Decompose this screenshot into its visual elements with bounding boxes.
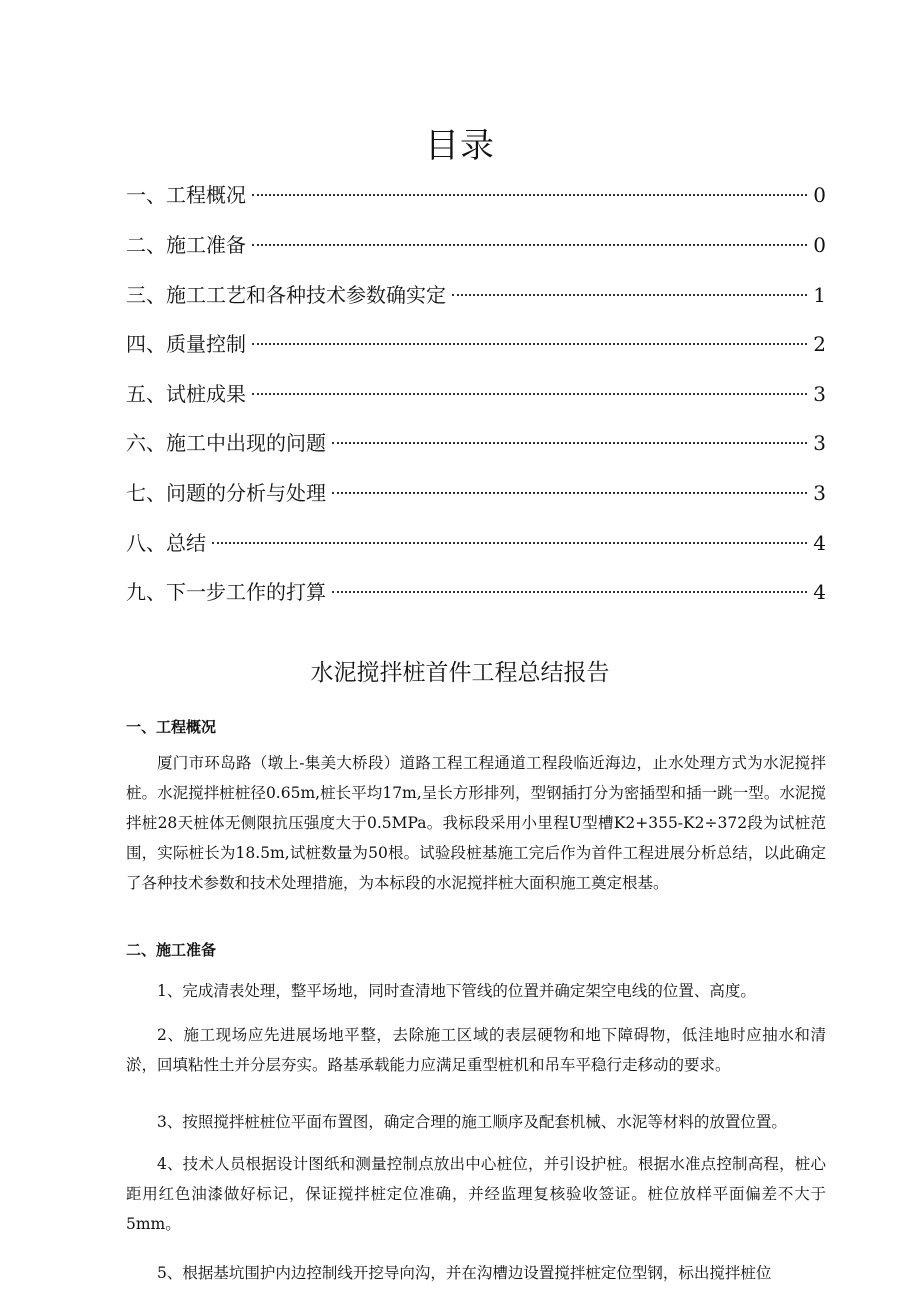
toc-entry[interactable]	[126, 577, 826, 607]
toc-entry-page: 4	[813, 580, 826, 604]
toc-entry[interactable]	[126, 428, 826, 458]
toc-dot-leader	[252, 244, 807, 246]
toc-entry-page: 4	[813, 531, 826, 555]
toc-dot-leader	[252, 343, 807, 345]
toc-entry-page: 3	[813, 481, 826, 505]
toc-entry[interactable]	[126, 180, 826, 210]
toc-title: 目录	[425, 126, 495, 166]
toc-entry-page: 2	[813, 332, 826, 356]
toc-entry[interactable]	[126, 280, 826, 310]
toc-entry-page: 0	[813, 183, 826, 207]
toc-dot-leader	[452, 294, 807, 296]
preparation-item: 5、根据基坑围护内边控制线开挖导向沟，并在沟槽边设置搅拌桩定位型钢，标出搅拌桩位	[157, 1264, 772, 1282]
section-heading-overview: 一、工程概况	[126, 718, 217, 736]
report-title: 水泥搅拌桩首件工程总结报告	[310, 660, 610, 686]
toc-entry-page: 3	[813, 431, 826, 455]
toc-entry-label: 六、施工中出现的问题	[126, 431, 326, 455]
toc-entry-page: 3	[813, 382, 826, 406]
toc-dot-leader	[332, 591, 807, 593]
toc-dot-leader	[332, 442, 807, 444]
toc-entry-label: 四、质量控制	[126, 332, 246, 356]
section-heading-preparation: 二、施工准备	[126, 941, 217, 959]
toc-entry[interactable]	[126, 379, 826, 409]
toc-entry[interactable]	[126, 230, 826, 260]
toc-entry-page: 0	[813, 233, 826, 257]
toc-dot-leader	[252, 194, 807, 196]
preparation-item: 1、完成清表处理，整平场地，同时查清地下管线的位置并确定架空电线的位置、高度。	[157, 982, 756, 1000]
toc-entry[interactable]	[126, 478, 826, 508]
toc-entry-label: 三、施工工艺和各种技术参数确实定	[126, 283, 446, 307]
preparation-item: 2、施工现场应先进展场地平整，去除施工区域的表层硬物和地下障碍物，低洼地时应抽水和清淤，回填粘性土并分层夯实。路基承载能力应满足重型桩机和吊车平稳行走移动的要求。	[126, 1026, 826, 1074]
preparation-item: 4、技术人员根据设计图纸和测量控制点放出中心桩位，并引设护桩。根据水准点控制高程，桩心距用红色油漆做好标记，保证搅拌桩定位准确，并经监理复核验收签证。桩位放样平面偏差不大于5mm。	[126, 1155, 826, 1233]
toc-entry-label: 八、总结	[126, 531, 206, 555]
toc-entry-label: 一、工程概况	[126, 183, 246, 207]
overview-paragraph: 厦门市环岛路（墩上-集美大桥段）道路工程工程通道工程段临近海边，止水处理方式为水泥搅拌桩。水泥搅拌桩桩径0.65m,桩长平均17m,呈长方形排列，型钢插打分为密插型和插一跳一型。水泥搅拌桩28天桩体无侧限抗压强度大于0.5MPa。我标段采用小里程U型槽K2+355-K2÷372段为试桩范围，实际桩长为18.5m,试桩数量为50根。试验段桩基施工完后作为首件工程进展分析总结，以此确定了各种技术参数和技术处理措施，为本标段的水泥搅拌桩大面积施工奠定根基。	[126, 754, 826, 892]
toc-entry[interactable]	[126, 528, 826, 558]
toc-dot-leader	[332, 492, 807, 494]
toc-dot-leader	[212, 542, 807, 544]
preparation-item: 3、按照搅拌桩桩位平面布置图，确定合理的施工顺序及配套机械、水泥等材料的放置位置。	[157, 1113, 787, 1131]
toc-entry-page: 1	[813, 283, 826, 307]
toc-entry[interactable]	[126, 329, 826, 359]
toc-entry-label: 七、问题的分析与处理	[126, 481, 326, 505]
toc-entry-label: 五、试桩成果	[126, 382, 246, 406]
toc-entry-label: 九、下一步工作的打算	[126, 580, 326, 604]
toc-dot-leader	[252, 393, 807, 395]
toc-entry-label: 二、施工准备	[126, 233, 246, 257]
